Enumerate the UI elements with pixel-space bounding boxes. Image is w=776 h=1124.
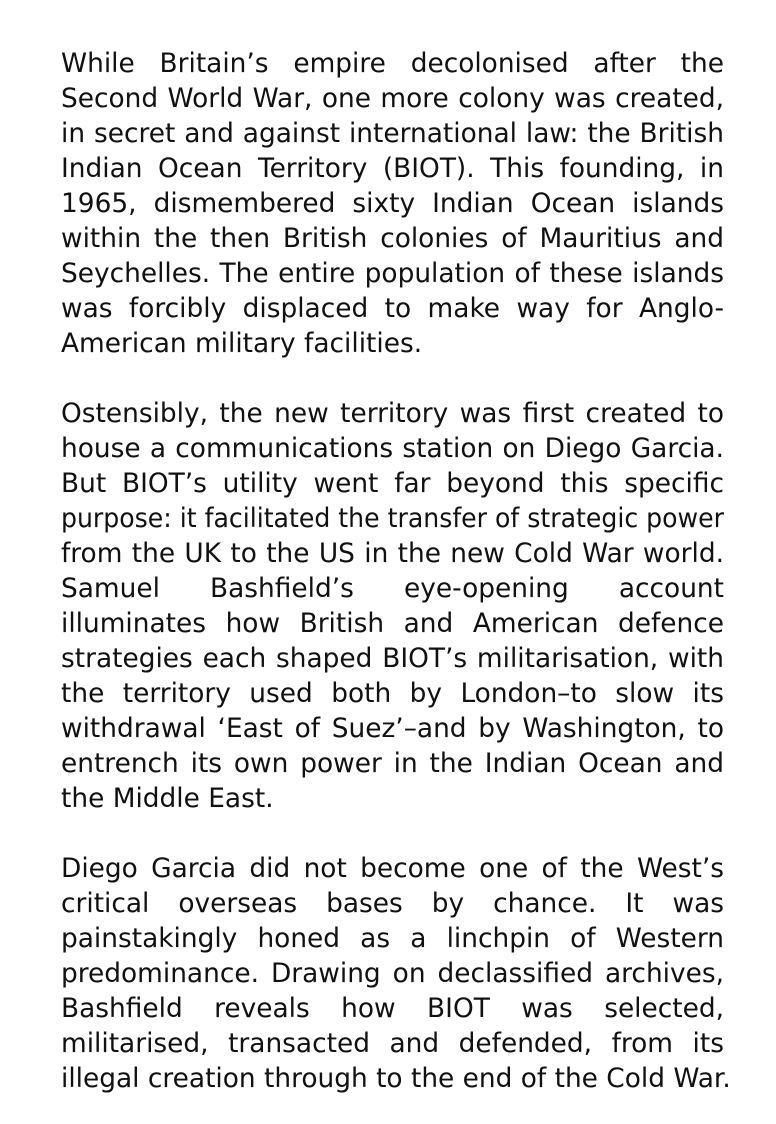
paragraph-2 xyxy=(61,396,724,816)
text-line: purpose: it facilitated the transfer of strategic power xyxy=(61,503,724,534)
text-line: Second World War, one more colony was created, xyxy=(61,83,724,114)
text-line: from the UK to the US in the new Cold War world. xyxy=(61,538,724,569)
text-line: predominance. Drawing on declassified archives, xyxy=(61,958,724,989)
text-line: in secret and against international law: the British xyxy=(61,118,724,149)
text-line: strategies each shaped BIOT’s militarisation, with xyxy=(61,643,724,674)
text-line: entrench its own power in the Indian Ocean and xyxy=(61,748,724,779)
text-line: 1965, dismembered sixty Indian Ocean islands xyxy=(61,188,724,219)
paragraph-3 xyxy=(61,851,731,1096)
paragraph-1 xyxy=(61,46,724,361)
book-description xyxy=(61,46,731,1096)
text-line: While Britain’s empire decolonised after the xyxy=(61,48,724,79)
text-line: was forcibly displaced to make way for Anglo- xyxy=(61,293,724,324)
text-line: the territory used both by London–to slow its xyxy=(61,678,724,709)
text-line: Seychelles. The entire population of these islands xyxy=(61,258,724,289)
text-line: withdrawal ‘East of Suez’–and by Washington, to xyxy=(61,713,724,744)
text-line: Bashfield reveals how BIOT was selected, xyxy=(61,993,724,1024)
text-line: Diego Garcia did not become one of the West’s xyxy=(61,853,724,884)
text-line: American military facilities. xyxy=(61,328,423,359)
text-line: illuminates how British and American defence xyxy=(61,608,724,639)
text-line: Samuel Bashfield’s eye-opening account xyxy=(61,573,724,604)
text-line: Ostensibly, the new territory was first created to xyxy=(61,398,724,429)
text-line: militarised, transacted and defended, from its xyxy=(61,1028,724,1059)
text-line: within the then British colonies of Mauritius and xyxy=(61,223,724,254)
text-line: the Middle East. xyxy=(61,783,274,814)
text-line: illegal creation through to the end of the Cold War. xyxy=(61,1063,731,1094)
text-line: Indian Ocean Territory (BIOT). This founding, in xyxy=(61,153,724,184)
text-line: critical overseas bases by chance. It was xyxy=(61,888,724,919)
text-line: painstakingly honed as a linchpin of Western xyxy=(61,923,724,954)
text-line: house a communications station on Diego Garcia. xyxy=(61,433,724,464)
text-line: But BIOT’s utility went far beyond this specific xyxy=(61,468,724,499)
